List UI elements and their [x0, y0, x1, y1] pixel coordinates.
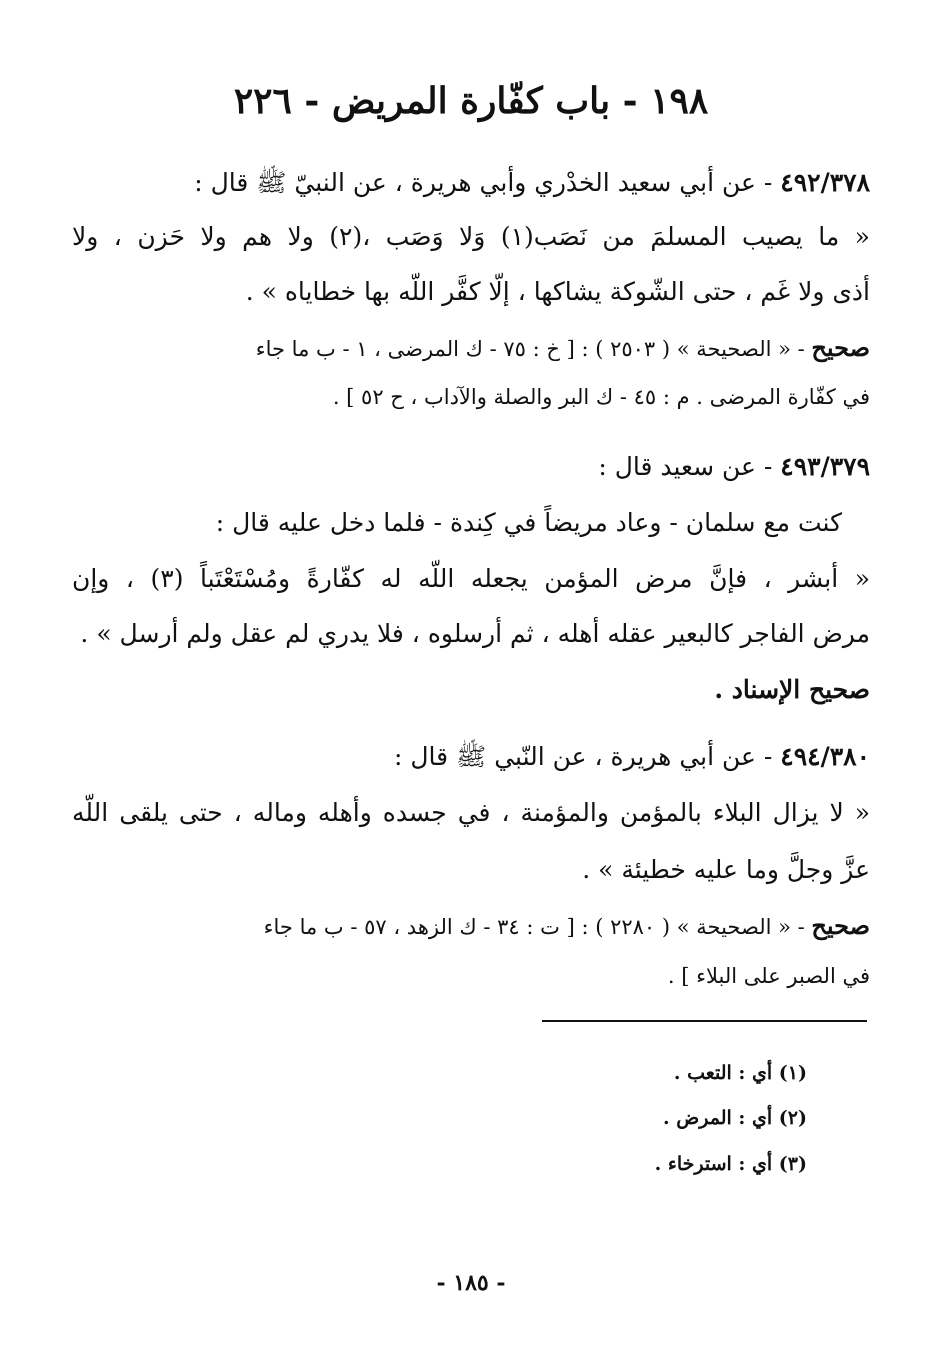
hadith-1-intro: - عن أبي سعيد الخدْري وأبي هريرة ، عن النبيّ ﷺ قال :: [194, 168, 781, 197]
hadith-2-line2: « أبشر ، فإنَّ مرض المؤمن يجعله اللّه له كفّارةً ومُسْتَعْتَباً (٣) ، وإن: [72, 564, 871, 593]
hadith-2-line1: كنت مع سلمان - وعاد مريضاً في كِندة - فلما دخل عليه قال :: [215, 508, 842, 537]
footnote-2: (٢) أي : المرض .: [663, 1107, 807, 1129]
footnote-3: (٣) أي : استرخاء .: [654, 1153, 807, 1175]
hadith-3-line2: عزَّ وجلَّ وما عليه خطيئة » .: [582, 855, 870, 884]
hadith-3-heading: [72, 741, 870, 778]
hadith-1-grade: صحيح: [811, 333, 870, 362]
hadith-2-grade: صحيح الإسناد .: [714, 675, 870, 704]
hadith-3-source-line2: في الصبر على البلاء ] .: [667, 964, 870, 988]
hadith-1-text-line1: « ما يصيب المسلمَ من نَصَب(١) وَلا وَصَب ،(٢) ولا هم ولا حَزن ، ولا: [72, 222, 870, 251]
footnote-separator: [542, 1020, 867, 1022]
page-number: - ١٨٥ -: [436, 1270, 506, 1296]
hadith-2-number: ٤٩٣/٣٧٩: [780, 452, 870, 481]
hadith-1-number: ٤٩٢/٣٧٨: [780, 168, 870, 197]
hadith-1-heading: [72, 167, 870, 204]
hadith-2-intro: - عن سعيد قال :: [598, 452, 781, 481]
footnote-1: (١) أي : التعب .: [673, 1062, 807, 1084]
hadith-3-source-line1: [72, 911, 870, 940]
chapter-title: ١٩٨ - باب كفّارة المريض - ٢٢٦: [233, 80, 709, 122]
hadith-2-line3: مرض الفاجر كالبعير عقله أهله ، ثم أرسلوه ، فلا يدري لم عقل ولم أرسل » .: [80, 619, 870, 648]
hadith-3-line1: « لا يزال البلاء بالمؤمن والمؤمنة ، في جسده وأهله وماله ، حتى يلقى اللّه: [72, 798, 870, 827]
hadith-2-heading: [72, 452, 870, 481]
hadith-3-intro: - عن أبي هريرة ، عن النّبي ﷺ قال :: [394, 742, 781, 771]
hadith-1-source-line1: [72, 333, 870, 362]
hadith-1-text-line2: أذى ولا غَم ، حتى الشّوكة يشاكها ، إلّا كفَّر اللّه بها خطاياه » .: [245, 277, 870, 306]
hadith-3-grade: صحيح: [811, 911, 870, 940]
hadith-3-number: ٤٩٤/٣٨٠: [780, 742, 870, 771]
hadith-1-source-text: - « الصحيحة » ( ٢٥٠٣ ) : [ خ : ٧٥ - ك المرضى ، ١ - ب ما جاء: [255, 337, 812, 361]
hadith-3-source-text: - « الصحيحة » ( ٢٢٨٠ ) : [ ت : ٣٤ - ك الزهد ، ٥٧ - ب ما جاء: [263, 915, 812, 939]
hadith-1-source-line2: في كفّارة المرضى . م : ٤٥ - ك البر والصلة والآداب ، ح ٥٢ ] .: [332, 385, 870, 409]
